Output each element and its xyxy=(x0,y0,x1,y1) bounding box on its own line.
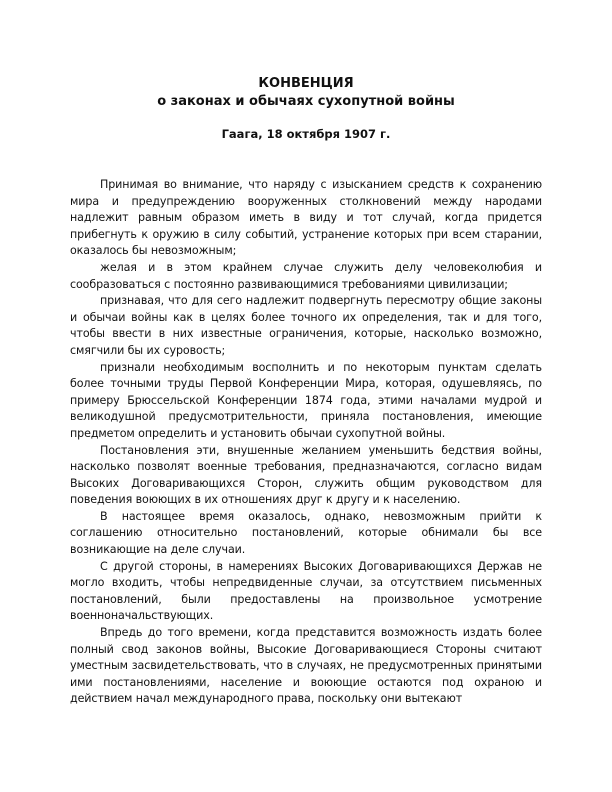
paragraph: Постановления эти, внушенные желанием уменьшить бедствия войны, насколько позволят военные требования, предназначаются, согласно видам Высоких Договаривающихся Сторон, служить общим руководством для поведения воюющих в их отношениях друг к другу и к населению. xyxy=(70,443,542,507)
document-title: КОНВЕНЦИЯ xyxy=(258,76,354,91)
paragraph: Впредь до того времени, когда представится возможность издать более полный свод законов войны, Высокие Договаривающиеся Стороны считают уместным засвидетельствовать, что в случаях, не предусмотренных принятыми ими постановлениями, население и воюющие остаются под охраною и действием начал международного права, поскольку они вытекают xyxy=(70,626,542,706)
paragraph: признавая, что для сего надлежит подвергнуть пересмотру общие законы и обычаи войны как в целях более точного их определения, так и для того, чтобы ввести в них известные ограничения, которые, насколько возможно, смягчили бы их суровость; xyxy=(70,294,542,357)
paragraph: Принимая во внимание, что наряду с изысканием средств к сохранению мира и предупреждению вооруженных столкновений между народами надлежит равным образом иметь в виду и тот случай, когда придется прибегнуть к оружию в силу событий, устранение которых при всем старании, оказалось бы невозможным; xyxy=(70,178,542,258)
paragraph: признали необходимым восполнить и по некоторым пунктам сделать более точными труды Первой Конференции Мира, которая, одушевляясь, по примеру Брюссельской Конференции 1874 года, этими началами мудрой и великодушной предусмотрительности, приняла постановления, имеющие предметом определить и установить обычаи сухопутной войны. xyxy=(70,360,542,440)
paragraph: желая и в этом крайнем случае служить делу человеколюбия и сообразоваться с постоянно развивающимися требованиями цивилизации; xyxy=(70,260,542,291)
document-dateline: Гаага, 18 октября 1907 г. xyxy=(221,127,391,141)
paragraph: В настоящее время оказалось, однако, невозможным прийти к соглашению относительно постановлений, которые обнимали бы все возникающие на деле случаи. xyxy=(70,509,542,557)
paragraph: С другой стороны, в намерениях Высоких Договаривающихся Держав не могло входить, чтобы непредвиденные случаи, за отсутствием письменных постановлений, были предоставлены на произвольное усмотрение военноначальствующих. xyxy=(70,559,542,623)
document-body xyxy=(70,177,542,708)
document-subtitle: о законах и обычаях сухопутной войны xyxy=(157,94,455,109)
